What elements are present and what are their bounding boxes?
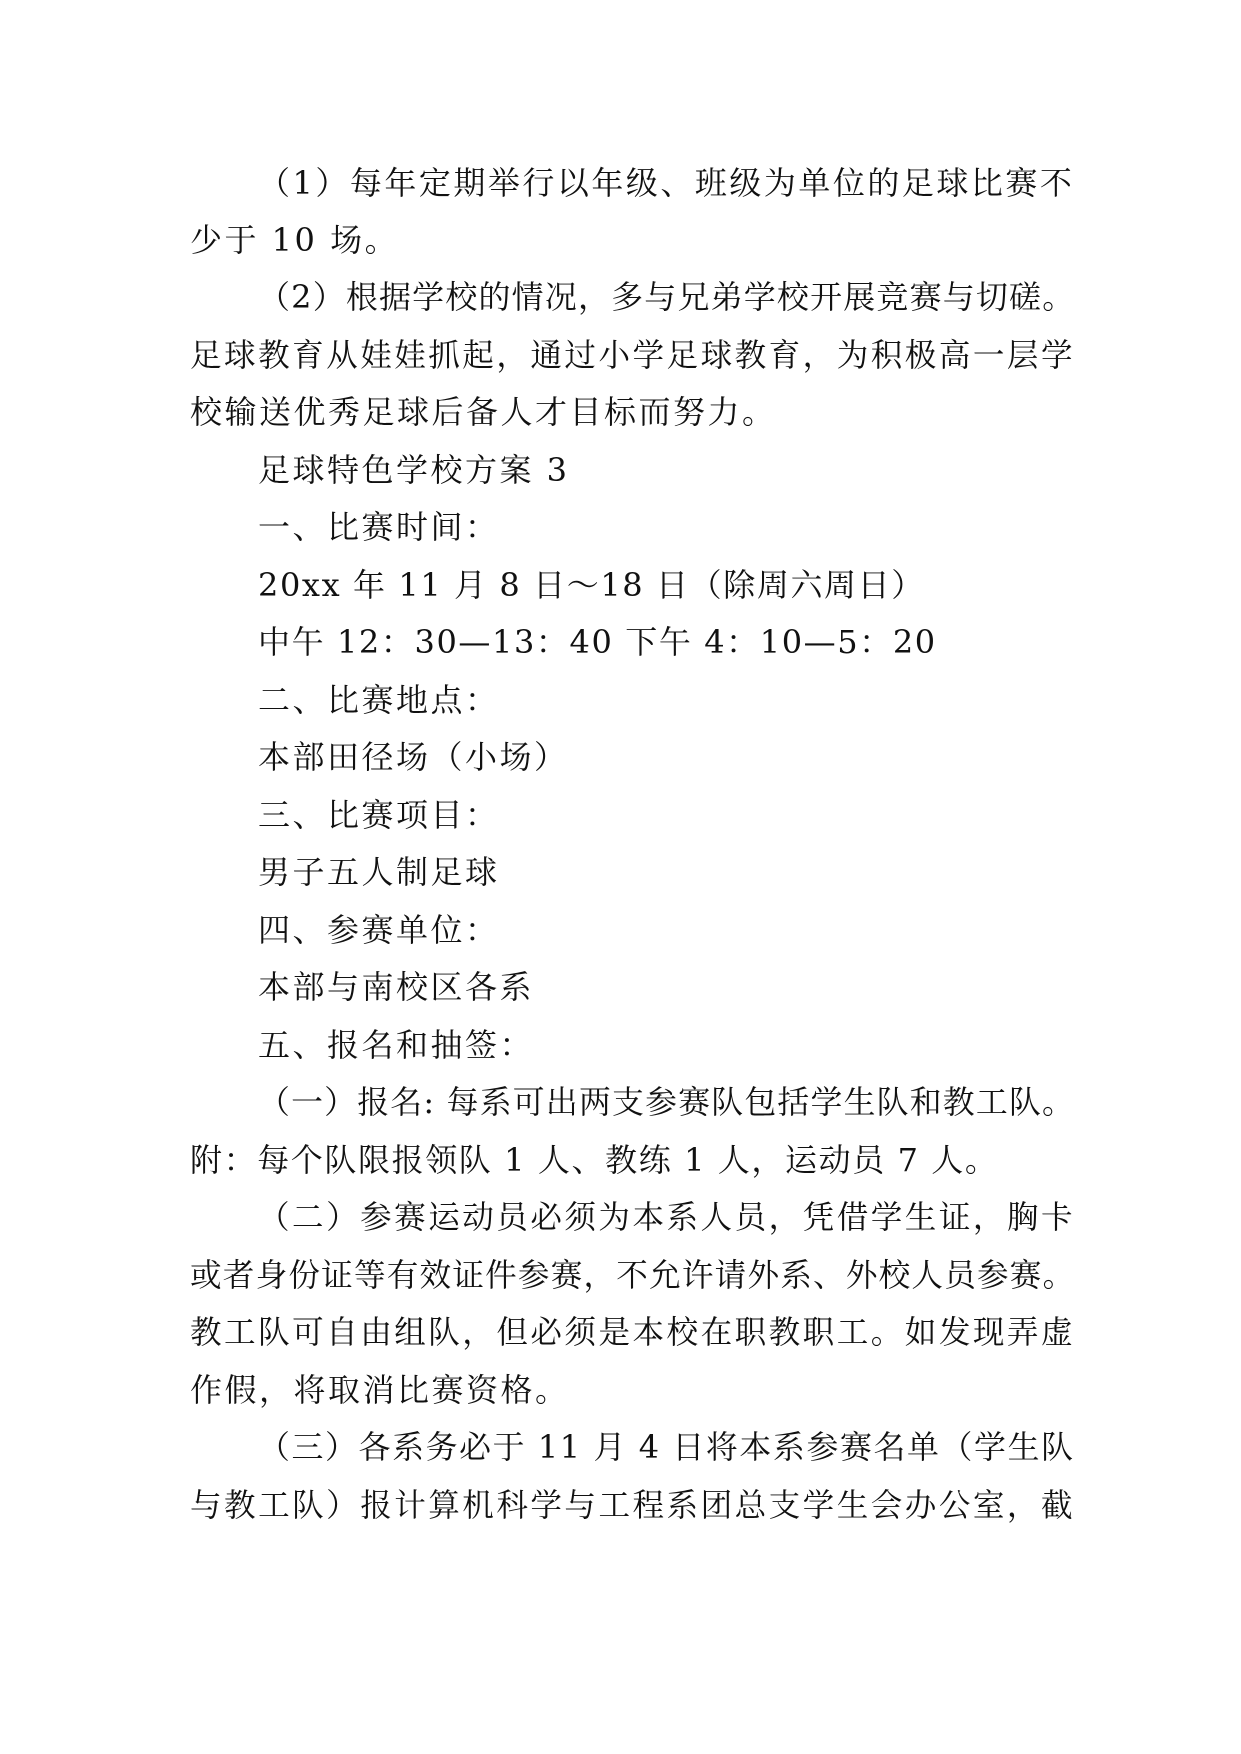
heading-registration: 五、报名和抽签： [258, 1026, 535, 1064]
text-line [0, 612, 1241, 672]
text-line [0, 1245, 1241, 1305]
text-line [0, 785, 1241, 845]
text-line [0, 210, 1241, 270]
text-line [0, 1417, 1241, 1477]
text-line [0, 382, 1241, 442]
text-line [0, 1302, 1241, 1362]
text-line [0, 153, 1241, 213]
paragraph-2-line-3: 校输送优秀足球后备人才目标而努力。 [190, 393, 777, 431]
text-line [0, 1187, 1241, 1247]
heading-match-event: 三、比赛项目： [258, 796, 500, 834]
text-line [0, 1072, 1241, 1132]
text-line [0, 1015, 1241, 1075]
text-line [0, 555, 1241, 615]
text-line [0, 325, 1241, 385]
text-line [0, 727, 1241, 787]
participants: 本部与南校区各系 [258, 968, 535, 1006]
text-line [0, 1360, 1241, 1420]
eligibility-line-2: 或者身份证等有效证件参赛，不允许请外系、外校人员参赛。 [190, 1256, 1076, 1294]
deadline-line-2: 与教工队）报计算机科学与工程系团总支学生会办公室，截 [190, 1486, 1075, 1524]
eligibility-line-4: 作假，将取消比赛资格。 [190, 1371, 570, 1409]
paragraph-2-line-1: （2）根据学校的情况，多与兄弟学校开展竞赛与切磋。 [258, 278, 1076, 316]
registration-line-1: （一）报名: 每系可出两支参赛队包括学生队和教工队。 [258, 1083, 1076, 1121]
text-line [0, 1130, 1241, 1190]
paragraph-1-line-1: （1）每年定期举行以年级、班级为单位的足球比赛不 [258, 164, 1075, 202]
heading-match-time: 一、比赛时间： [258, 508, 500, 546]
match-venue: 本部田径场（小场） [258, 738, 569, 776]
text-line [0, 842, 1241, 902]
heading-participants: 四、参赛单位： [258, 911, 500, 949]
heading-match-venue: 二、比赛地点： [258, 681, 500, 719]
text-line [0, 670, 1241, 730]
text-line [0, 900, 1241, 960]
match-daily-hours: 中午 12：30—13：40 下午 4：10—5：20 [258, 623, 937, 661]
text-line [0, 1475, 1241, 1535]
deadline-line-1: （三）各系务必于 11 月 4 日将本系参赛名单（学生队 [258, 1428, 1075, 1466]
paragraph-2-line-2: 足球教育从娃娃抓起，通过小学足球教育，为积极高一层学 [190, 336, 1075, 374]
text-line [0, 497, 1241, 557]
text-line [0, 267, 1241, 327]
match-event: 男子五人制足球 [258, 853, 500, 891]
eligibility-line-3: 教工队可自由组队，但必须是本校在职教职工。如发现弄虚 [190, 1313, 1075, 1351]
section-title: 足球特色学校方案 3 [258, 451, 570, 489]
paragraph-1-line-2: 少于 10 场。 [190, 221, 400, 259]
match-date-range: 20xx 年 11 月 8 日～18 日（除周六周日） [258, 566, 925, 604]
text-line [0, 440, 1241, 500]
eligibility-line-1: （二）参赛运动员必须为本系人员，凭借学生证，胸卡 [258, 1198, 1076, 1236]
registration-line-2: 附：每个队限报领队 1 人、教练 1 人，运动员 7 人。 [190, 1141, 999, 1179]
text-line [0, 957, 1241, 1017]
